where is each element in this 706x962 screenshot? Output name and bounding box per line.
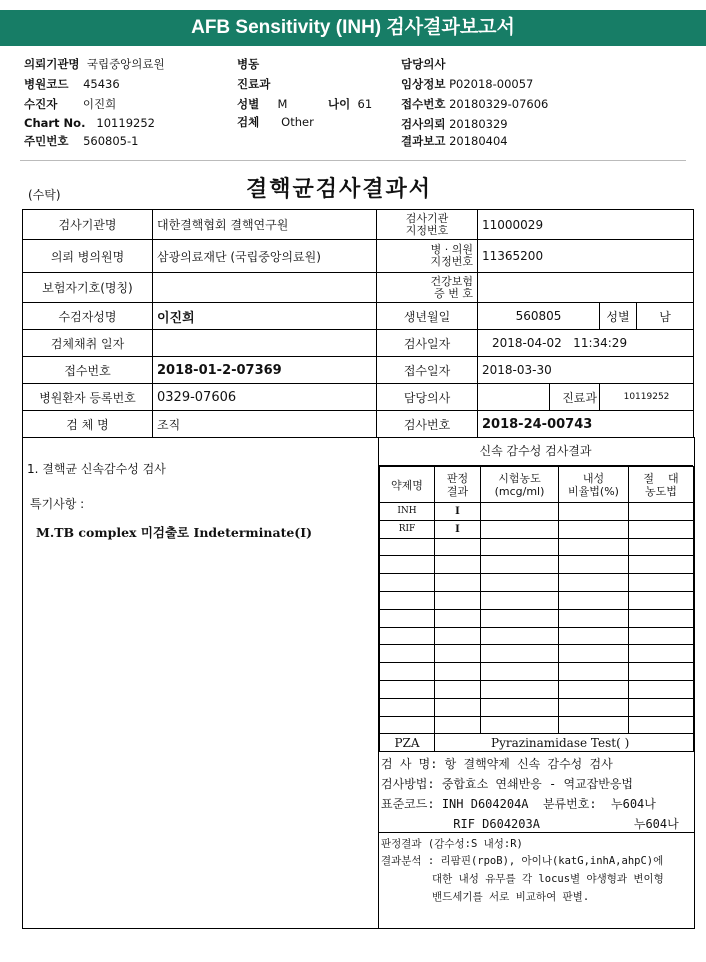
judge-cell: I	[435, 503, 481, 521]
table-row	[380, 609, 694, 627]
info-line-2: 검사방법: 중합효소 연쇄반응 - 역교잡반응법	[381, 777, 634, 791]
specimen-row: 검체 Other	[237, 115, 314, 129]
doc-value	[478, 384, 550, 411]
table-row	[380, 520, 694, 538]
patient-row: 수진자 이진희	[24, 97, 117, 111]
lab-id-value: 11000029	[478, 210, 694, 240]
table-row	[380, 698, 694, 716]
table-row	[380, 538, 694, 556]
sex-row: 성별 M	[237, 97, 288, 111]
sex-label: 성별	[600, 303, 637, 330]
pza-label: PZA	[380, 734, 435, 752]
collect-value	[153, 330, 377, 357]
doc-label: 담당의사	[377, 384, 478, 411]
conc-cell	[481, 503, 559, 521]
req-hosp-value: 삼광의료재단 (국립중앙의료원)	[153, 240, 377, 273]
header-separator	[20, 160, 686, 161]
test-no-label: 검사번호	[377, 411, 478, 438]
pza-row	[380, 734, 694, 752]
table-row	[380, 645, 694, 663]
health-label: 건강보험 증 번 호	[377, 273, 478, 303]
table-row	[380, 680, 694, 698]
judge-header: 판정 결과	[435, 467, 481, 503]
table-row	[380, 627, 694, 645]
judge-cell: I	[435, 520, 481, 538]
table-row	[380, 716, 694, 734]
test-date-label: 검사일자	[377, 330, 478, 357]
recv-no-label: 접수번호	[23, 357, 153, 384]
lab-id-label: 검사기관 지정번호	[377, 210, 478, 240]
reg-value: 0329-07606	[153, 384, 377, 411]
table-row	[380, 663, 694, 681]
abs-cell	[629, 503, 694, 521]
recv-no-value: 2018-01-2-07369	[153, 357, 377, 384]
table-row	[380, 503, 694, 521]
consignment-stamp: (수탁)	[28, 188, 61, 202]
info-divider	[378, 832, 694, 833]
spec-value: 조직	[153, 411, 377, 438]
table-row	[380, 591, 694, 609]
age-row: 나이 61	[328, 97, 373, 111]
abs-cell	[629, 520, 694, 538]
health-value	[478, 273, 694, 303]
drug-cell: RIF	[380, 520, 435, 538]
ratio-cell	[559, 520, 629, 538]
insured-label: 보험자기호(명칭)	[23, 273, 153, 303]
drug-cell: INH	[380, 503, 435, 521]
recv-date-value: 2018-03-30	[478, 357, 694, 384]
conc-cell	[481, 520, 559, 538]
dept-value: 10119252	[600, 384, 694, 411]
pza-text: Pyrazinamidase Test( )	[435, 734, 694, 752]
test-date-value: 2018-04-02 11:34:29	[478, 330, 694, 357]
hospital-row: 의뢰기관명 국립중앙의료원	[24, 57, 165, 71]
info-line-5: 판정결과 (감수성:S 내성:R)	[381, 838, 523, 850]
hosp-id-value: 11365200	[478, 240, 694, 273]
table-row	[380, 574, 694, 592]
sensitivity-table	[379, 466, 694, 752]
sensitivity-title: 신속 감수성 검사결과	[378, 437, 693, 466]
recv-date-label: 접수일자	[377, 357, 478, 384]
patient-info-table	[22, 209, 694, 438]
info-line-3: 표준코드: INH D604204A 분류번호: 누604나	[381, 797, 656, 811]
dob-label: 생년월일	[377, 303, 478, 330]
rrn-row: 주민번호 560805-1	[24, 134, 139, 148]
report-row: 결과보고 20180404	[401, 134, 508, 148]
abs-header: 절 대 농도법	[629, 467, 694, 503]
info-line-6: 결과분석 : 리팜핀(rpoB), 아이나(katG,inhA,ahpC)에	[381, 855, 664, 867]
doctor-row: 담당의사	[401, 57, 446, 71]
name-value: 이진희	[153, 303, 377, 330]
name-label: 수검자성명	[23, 303, 153, 330]
ratio-header: 내성 비율법(%)	[559, 467, 629, 503]
hosp-id-label: 병 · 의원 지정번호	[377, 240, 478, 273]
lab-label: 검사기관명	[23, 210, 153, 240]
info-line-1: 검 사 명: 항 결핵약제 신속 감수성 검사	[381, 757, 613, 771]
req-hosp-label: 의뢰 병의원명	[23, 240, 153, 273]
spec-label: 검 체 명	[23, 411, 153, 438]
drug-header: 약제명	[380, 467, 435, 503]
ratio-cell	[559, 503, 629, 521]
accession-row: 접수번호 20180329-07606	[401, 97, 549, 111]
remarks-label: 특기사항 :	[30, 497, 85, 511]
request-row: 검사의뢰 20180329	[401, 117, 508, 131]
sex-value: 남	[637, 303, 694, 330]
dob-value: 560805	[478, 303, 600, 330]
remarks-text: M.TB complex 미검출로 Indeterminate(I)	[36, 525, 312, 540]
info-line-7: 대한 내성 유무를 각 locus별 야생형과 변이형	[432, 873, 664, 885]
info-line-4: RIF D604203A 누604나	[381, 817, 679, 831]
report-title-bar: AFB Sensitivity (INH) 검사결과보고서	[0, 10, 706, 46]
collect-label: 검체채취 일자	[23, 330, 153, 357]
info-line-8: 밴드세기를 서로 비교하여 판별.	[432, 891, 590, 903]
clinical-row: 임상정보 P02018-00057	[401, 77, 534, 91]
conc-header: 시험농도 (mcg/ml)	[481, 467, 559, 503]
document-title: 결핵균검사결과서	[246, 176, 433, 202]
left-heading: 1. 결핵균 신속감수성 검사	[27, 462, 166, 476]
dept-row: 진료과	[237, 77, 271, 91]
lab-value: 대한결핵협회 결핵연구원	[153, 210, 377, 240]
reg-label: 병원환자 등록번호	[23, 384, 153, 411]
ward-row: 병동	[237, 57, 260, 71]
test-no-value: 2018-24-00743	[478, 411, 694, 438]
chart-row: Chart No. 10119252	[24, 116, 155, 130]
dept-label: 진료과	[550, 384, 600, 411]
table-row	[380, 556, 694, 574]
code-row: 병원코드 45436	[24, 77, 120, 91]
insured-value	[153, 273, 377, 303]
